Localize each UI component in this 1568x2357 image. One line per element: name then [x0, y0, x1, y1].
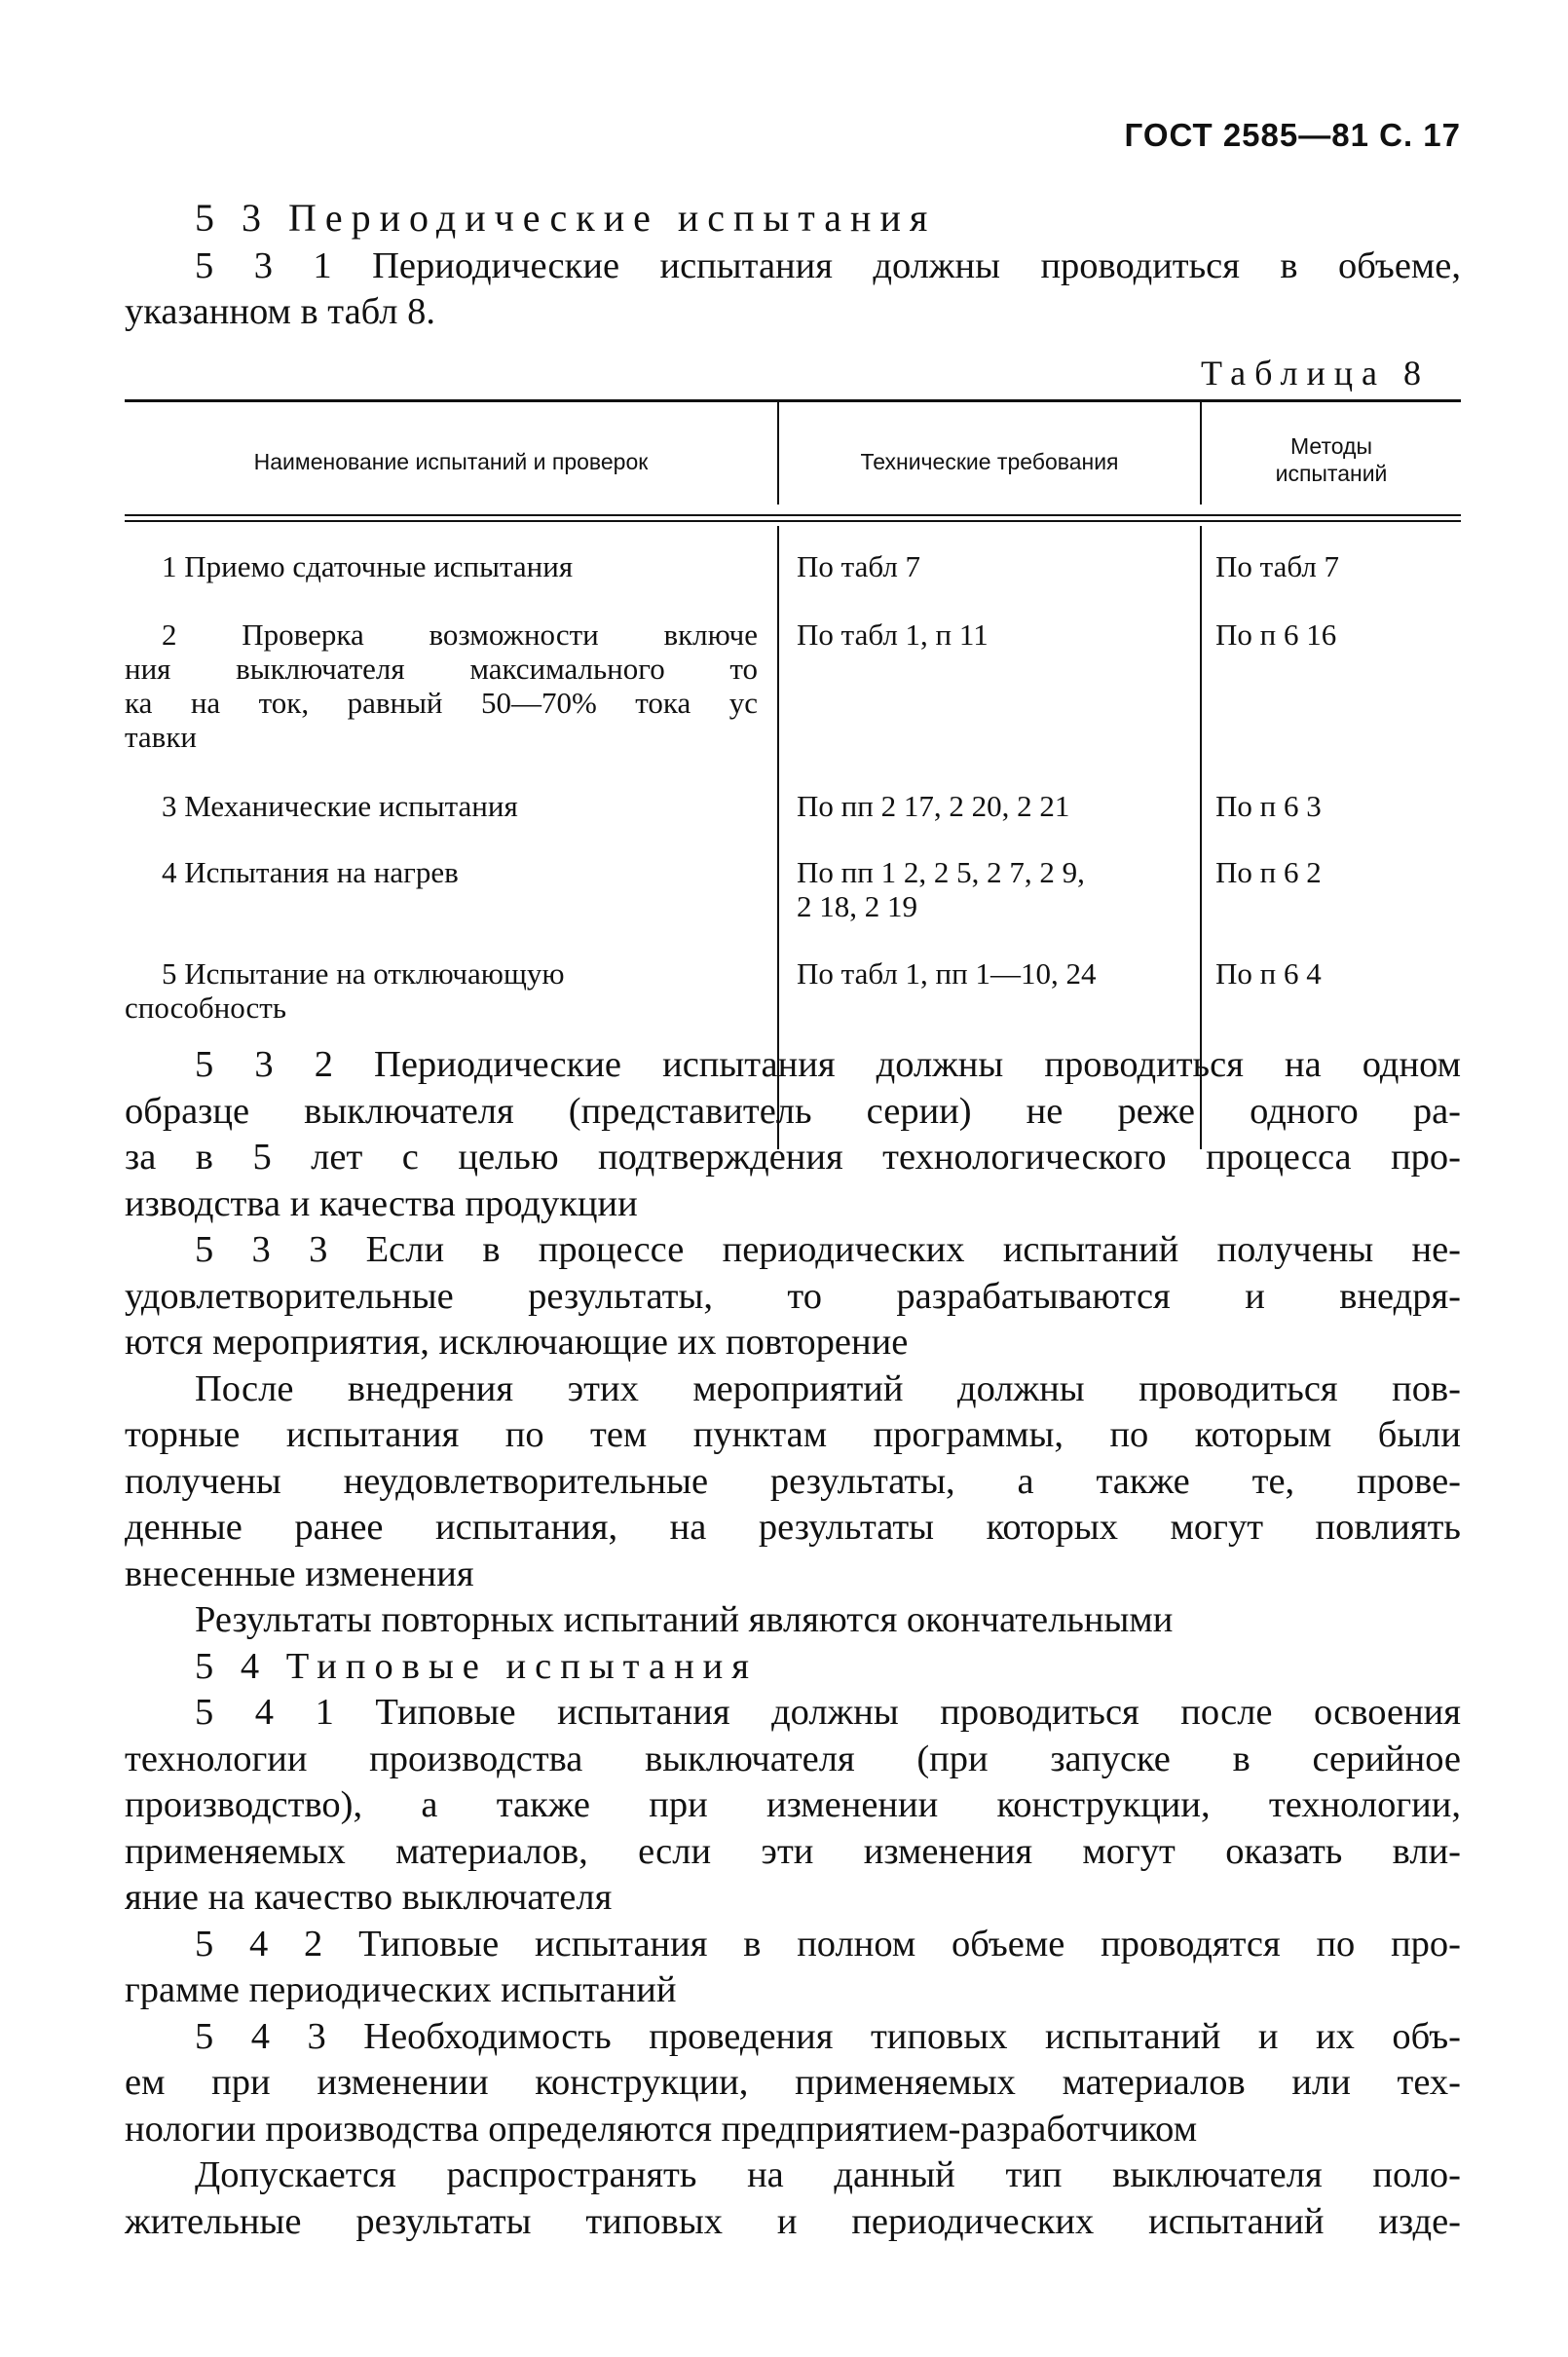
paragraph-line: торные испытания по тем пунктам программы, по которым были [125, 1414, 1461, 1455]
table-cell-line: 5 Испытание на отключающую [162, 956, 565, 991]
paragraph-line: получены неудовлетворительные результаты, а также те, прове- [125, 1460, 1461, 1502]
paragraph-line: указанном в табл 8. [125, 291, 435, 332]
paragraph-line: 5 4 1 Типовые испытания должны проводиться после освоения [195, 1692, 1461, 1733]
table-cell-line: ка на ток, равный 50—70% тока ус [125, 686, 758, 720]
paragraph-line: грамме периодических испытаний [125, 1969, 677, 2010]
paragraph-5-4-3 [125, 2014, 1461, 2153]
table-row-5-requirements [797, 956, 1196, 991]
paragraph-line: удовлетворительные результаты, то разрабатываются и внедря- [125, 1275, 1461, 1317]
table-row-4-requirements [797, 855, 1196, 923]
table-cell-line: 4 Испытания на нагрев [162, 855, 459, 889]
table-cell-line: По пп 1 2, 2 5, 2 7, 2 9, [797, 855, 1085, 889]
paragraph-line: за в 5 лет с целью подтверждения технологического процесса про- [125, 1137, 1461, 1178]
table-cell-line: способность [125, 991, 286, 1025]
paragraph-line: ются мероприятия, исключающие их повторение [125, 1322, 909, 1363]
table-cell-line: 3 Механические испытания [162, 789, 518, 823]
paragraph-line: внесенные изменения [125, 1553, 474, 1594]
table-header-name: Наименование испытаний и проверок [253, 449, 649, 474]
paragraph-line: нологии производства определяются предприятием-разработчиком [125, 2108, 1198, 2150]
paragraph-line: денные ранее испытания, на результаты которых могут повлиять [125, 1507, 1461, 1548]
table-cell-line: 1 Приемо сдаточные испытания [162, 549, 574, 583]
table-header-methods [1202, 432, 1461, 487]
section-5-4-title [125, 1644, 1461, 1691]
paragraph-line: 5 4 3 Необходимость проведения типовых испытаний и их объ- [195, 2015, 1461, 2057]
paragraph-5-4-2 [125, 1922, 1461, 2014]
table-header-methods-line: Методы [1290, 433, 1372, 459]
paragraph-line: яние на качество выключателя [125, 1877, 613, 1918]
paragraph-line: изводства и качества продукции [125, 1182, 638, 1224]
table-cell-line: ния выключателя максимального то [125, 652, 758, 686]
paragraph-5-3-3 [125, 1227, 1461, 1366]
paragraph-line: 5 3 2 Периодические испытания должны проводиться на одном [195, 1044, 1461, 1085]
paragraph-5-4-3-b [125, 2152, 1461, 2245]
table-row-3-name [125, 789, 758, 823]
paragraph-line: 5 3 1 Периодические испытания должны проводиться в объеме, [195, 245, 1461, 286]
section-5-3-title: 5 3 Периодические испытания [195, 196, 937, 240]
table-row-4-name [125, 855, 758, 889]
table-row-2-methods: По п 6 16 [1215, 617, 1337, 652]
paragraph-line: ем при изменении конструкции, применяемых материалов или тех- [125, 2062, 1461, 2103]
paragraph-line: применяемых материалов, если эти изменения могут оказать вли- [125, 1830, 1461, 1872]
paragraph-5-3-3-b [125, 1366, 1461, 1598]
table-cell-line: 2 18, 2 19 [797, 889, 917, 923]
paragraph-line: Результаты повторных испытаний являются окончательными [195, 1599, 1174, 1640]
paragraph-line: образце выключателя (представитель серии) не реже одного ра- [125, 1090, 1461, 1132]
table-row-2-requirements [797, 617, 1196, 652]
page-header: ГОСТ 2585—81 С. 17 [1124, 117, 1461, 153]
table-header-rule [125, 520, 1461, 522]
table-header-requirements: Технические требования [860, 449, 1119, 474]
paragraph-line: технологии производства выключателя (при запуске в серийное [125, 1738, 1461, 1779]
table-cell-line: тавки [125, 720, 197, 754]
paragraph-line: жительные результаты типовых и периодических испытаний изде- [125, 2200, 1461, 2242]
paragraph-line: 5 3 3 Если в процессе периодических испытаний получены не- [195, 1229, 1461, 1270]
table-cell-line: По табл 7 [797, 549, 921, 583]
table-cell-line: По пп 2 17, 2 20, 2 21 [797, 789, 1070, 823]
paragraph-line: После внедрения этих мероприятий должны проводиться пов- [195, 1367, 1461, 1409]
section-title-line: 5 4 Типовые испытания [195, 1645, 758, 1687]
paragraph-5-3-1 [125, 243, 1461, 335]
table-row-4-methods: По п 6 2 [1215, 855, 1322, 889]
paragraph-5-3-3-c [125, 1597, 1461, 1644]
body-text [125, 1042, 1461, 2245]
paragraph-line: производство), а также при изменении конструкции, технологии, [125, 1784, 1461, 1825]
paragraph-5-4-1 [125, 1690, 1461, 1922]
table-header-rule [125, 514, 1461, 516]
table-row-3-requirements [797, 789, 1196, 823]
table-cell-line: По табл 1, п 11 [797, 617, 989, 652]
table-row-1-methods: По табл 7 [1215, 549, 1340, 583]
table-top-rule [125, 399, 1461, 402]
paragraph-line: Допускается распространять на данный тип выключателя поло- [195, 2154, 1461, 2195]
table-cell-line: 2 Проверка возможности включе [162, 617, 758, 652]
table-header-methods-line: испытаний [1275, 461, 1388, 486]
table-caption: Таблица 8 [1201, 354, 1430, 393]
table-row-3-methods: По п 6 3 [1215, 789, 1322, 823]
paragraph-line: 5 4 2 Типовые испытания в полном объеме проводятся по про- [195, 1923, 1461, 1964]
table-cell-line: По табл 1, пп 1—10, 24 [797, 956, 1097, 991]
table-row-5-name [125, 956, 758, 1025]
table-row-1-requirements [797, 549, 1196, 583]
table-row-5-methods: По п 6 4 [1215, 956, 1322, 991]
table-row-1-name [125, 549, 758, 583]
paragraph-5-3-2 [125, 1042, 1461, 1227]
table-row-2-name [125, 617, 758, 754]
